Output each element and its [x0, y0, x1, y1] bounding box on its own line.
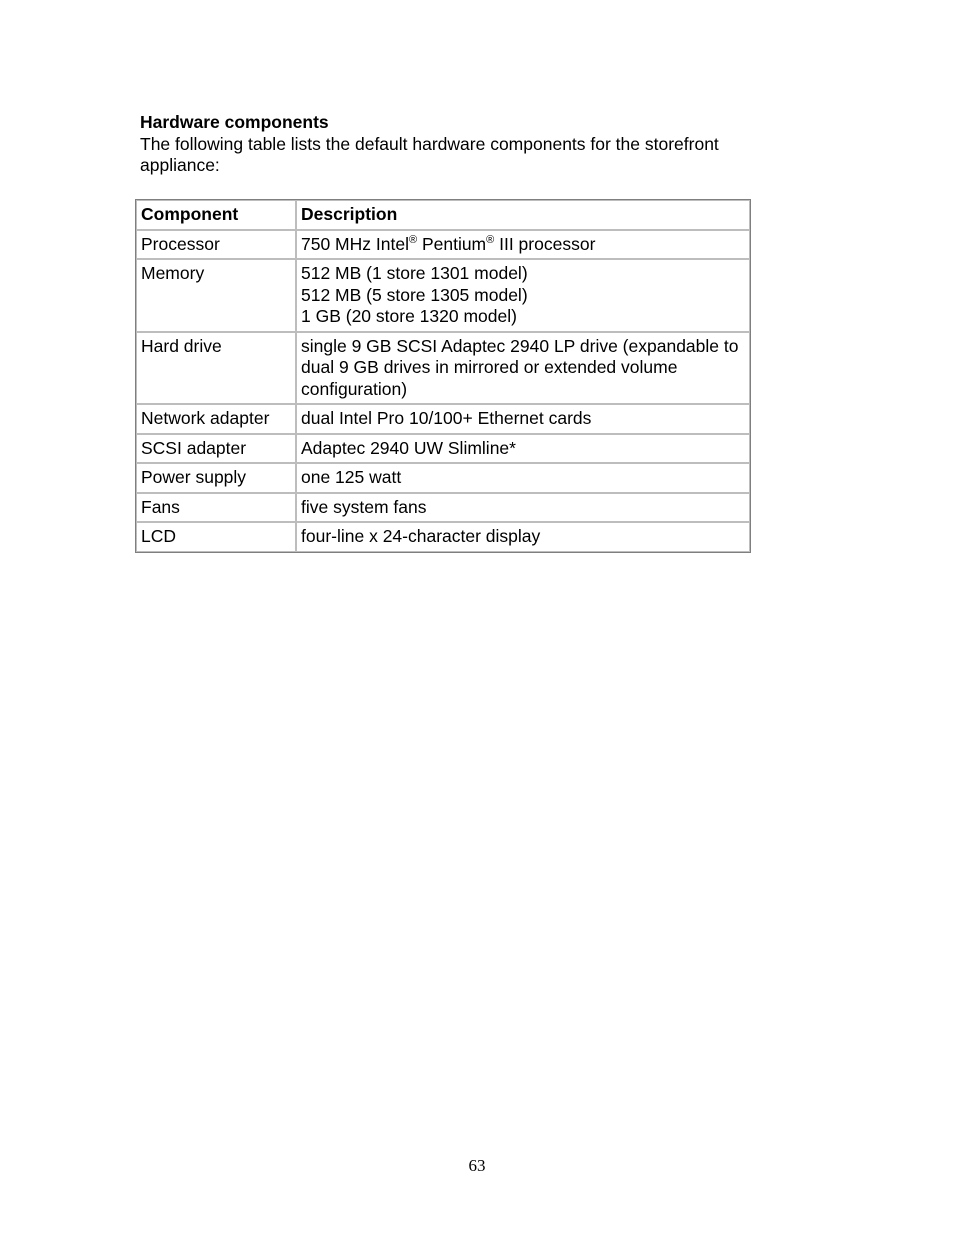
description-cell: Adaptec 2940 UW Slimline*: [296, 434, 750, 464]
description-cell: five system fans: [296, 493, 750, 523]
table-header-row: [136, 200, 750, 230]
description-cell: single 9 GB SCSI Adaptec 2940 LP drive (expandable to dual 9 GB drives in mirrored or extended volume configuration): [296, 332, 750, 405]
component-cell: Network adapter: [136, 404, 296, 434]
table-row: [136, 493, 750, 523]
page-number: 63: [468, 1156, 486, 1175]
description-line: 1 GB (20 store 1320 model): [301, 306, 517, 326]
registered-mark: ®: [408, 233, 418, 246]
table-row: [136, 230, 750, 260]
description-text: 750 MHz Intel: [301, 233, 409, 254]
header-description: Description: [296, 200, 750, 230]
description-cell: one 125 watt: [296, 463, 750, 493]
hardware-section: [140, 112, 780, 177]
description-line: 512 MB (5 store 1305 model): [301, 284, 528, 305]
description-cell: dual Intel Pro 10/100+ Ethernet cards: [296, 404, 750, 434]
table-row: [136, 259, 750, 332]
table-row: [136, 434, 750, 464]
description-cell: [296, 230, 750, 260]
description-line: 512 MB (1 store 1301 model): [301, 263, 528, 283]
component-cell: Memory: [136, 259, 296, 332]
hardware-components-table: [135, 199, 751, 553]
description-text: III processor: [494, 233, 596, 254]
component-cell: SCSI adapter: [136, 434, 296, 464]
component-cell: Power supply: [136, 463, 296, 493]
section-heading: Hardware components: [140, 112, 329, 132]
table-row: [136, 332, 750, 405]
registered-mark: ®: [486, 233, 495, 246]
section-intro: The following table lists the default hardware components for the storefront appliance:: [140, 133, 719, 175]
description-cell: four-line x 24-character display: [296, 522, 750, 552]
component-cell: Hard drive: [136, 332, 296, 405]
table-row: [136, 522, 750, 552]
component-cell: LCD: [136, 522, 296, 552]
component-cell: Fans: [136, 493, 296, 523]
table-row: [136, 463, 750, 493]
description-text: Pentium: [417, 233, 487, 254]
header-component: Component: [136, 200, 296, 230]
component-cell: Processor: [136, 230, 296, 260]
description-cell: [296, 259, 750, 332]
table-row: [136, 404, 750, 434]
